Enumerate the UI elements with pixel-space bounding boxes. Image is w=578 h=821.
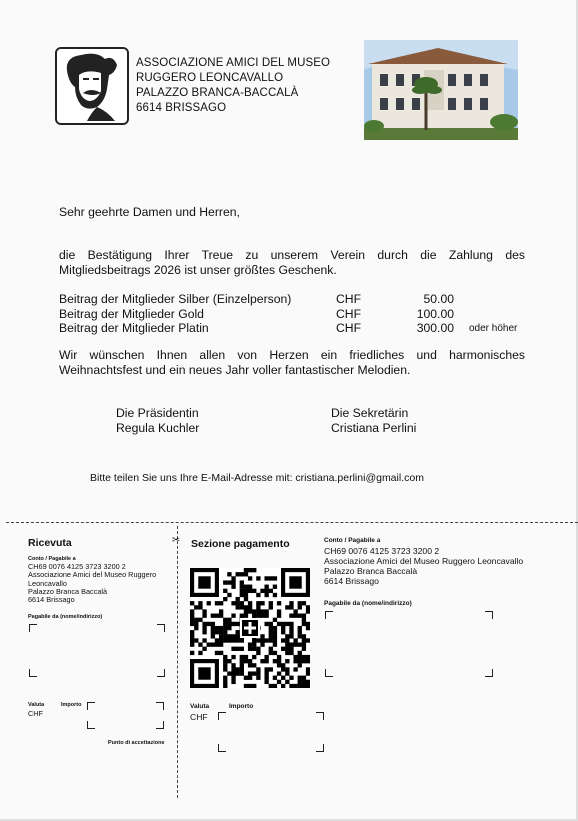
vertical-perforation-line [177,526,178,798]
payment-payable-by-box-corner [325,669,333,677]
perforation-line [6,522,578,523]
payment-amount-box-corner [218,744,226,752]
receipt-account-line: 6614 Brissago [28,595,75,605]
intro-paragraph: die Bestätigung Ihrer Treue zu unserem Verein durch die Zahlung des Mitgliedsbeitrags 2026 ist unser größtes Geschenk. [59,248,525,277]
fee-amount: 300.00 [416,321,454,335]
payment-account-line: Associazione Amici del Museo Ruggero Leoncavallo [324,556,524,566]
payment-amount-box-corner [218,712,226,720]
org-line: ASSOCIAZIONE AMICI DEL MUSEO [136,57,331,69]
fee-label: Beitrag der Mitglieder Platin [59,321,209,335]
receipt-payable-by-label: Pagabile da (nome/indirizzo) [28,614,103,620]
leoncavallo-logo [55,47,129,125]
email-request: Bitte teilen Sie uns Ihre E-Mail-Adresse mit: cristiana.perlini@gmail.com [90,472,424,484]
fee-label: Beitrag der Mitglieder Silber (Einzelperson) [59,292,292,306]
org-line: 6614 BRISSAGO [136,102,227,114]
president-title: Die Präsidentin [116,406,199,420]
president-name: Regula Kuchler [116,421,200,435]
scissors-icon: ✂ [172,535,181,546]
fee-row [59,292,539,307]
secretary-title: Die Sekretärin [331,406,409,420]
payment-account-line: 6614 Brissago [324,576,379,586]
receipt-account-line: CH69 0076 4125 3723 3200 2 [28,562,126,571]
payable-by-box-corner [157,669,165,677]
payment-payable-by-label: Pagabile da (nome/indirizzo) [324,600,412,607]
secretary-signature [331,406,416,436]
amount-box-corner [87,721,95,729]
amount-box-corner [156,721,164,729]
organization-address [136,56,330,116]
receipt-amount-label: Importo [61,702,82,708]
payment-account-line: Palazzo Branca Baccalà [324,566,418,576]
fee-currency: CHF [336,306,362,321]
payment-account-label: Conto / Pagabile a [324,537,381,544]
payment-amount-box-corner [316,712,324,720]
payment-payable-by-box-corner [485,669,493,677]
receipt-account-line: Leoncavallo [28,578,67,588]
secretary-name: Cristiana Perlini [331,421,417,435]
fee-row [59,321,539,336]
fee-currency: CHF [336,321,362,335]
payment-payable-by-box-corner [325,611,333,619]
fee-currency: CHF [336,292,362,306]
fee-note: oder höher [469,323,518,334]
acceptance-point-label: Punto di accettazione [108,740,165,746]
amount-box-corner [87,702,95,710]
wishes-paragraph: Wir wünschen Ihnen allen von Herzen ein friedliches und harmonisches Weihnachtsfest und ein neues Jahr voller fantastischer Melodien. [59,348,525,377]
receipt-account-label: Conto / Pagabile a [28,556,76,562]
palazzo-photo [364,40,518,140]
swiss-cross-icon [244,627,256,630]
receipt-account-line: Palazzo Branca Baccalà [28,586,108,596]
receipt-title: Ricevuta [28,537,72,549]
payment-account-line: CH69 0076 4125 3723 3200 2 [324,546,440,556]
fee-label: Beitrag der Mitglieder Gold [59,306,204,321]
payment-part-title: Sezione pagamento [191,538,290,550]
payment-account-block [324,546,523,586]
payable-by-box-corner [29,624,37,632]
org-line: PALAZZO BRANCA-BACCALÀ [136,87,299,99]
payment-payable-by-box-corner [485,611,493,619]
payment-amount-label: Importo [229,703,254,710]
receipt-currency-label: Valuta [28,702,45,708]
payment-currency: CHF [190,712,208,722]
receipt-currency: CHF [28,709,43,718]
amount-box-corner [156,702,164,710]
fee-row [59,307,539,322]
fee-amount: 50.00 [423,292,454,306]
receipt-account-line: Associazione Amici del Museo Ruggero [28,570,157,580]
org-line: RUGGERO LEONCAVALLO [136,72,284,84]
payment-currency-label: Valuta [190,703,210,710]
fees-table [59,292,539,336]
fee-amount: 100.00 [416,306,454,321]
greeting: Sehr geehrte Damen und Herren, [59,205,240,219]
payable-by-box-corner [157,624,165,632]
payment-amount-box-corner [316,744,324,752]
swiss-qr-code [190,568,310,688]
president-signature [116,406,199,436]
receipt-account-block [28,563,156,604]
payable-by-box-corner [29,669,37,677]
